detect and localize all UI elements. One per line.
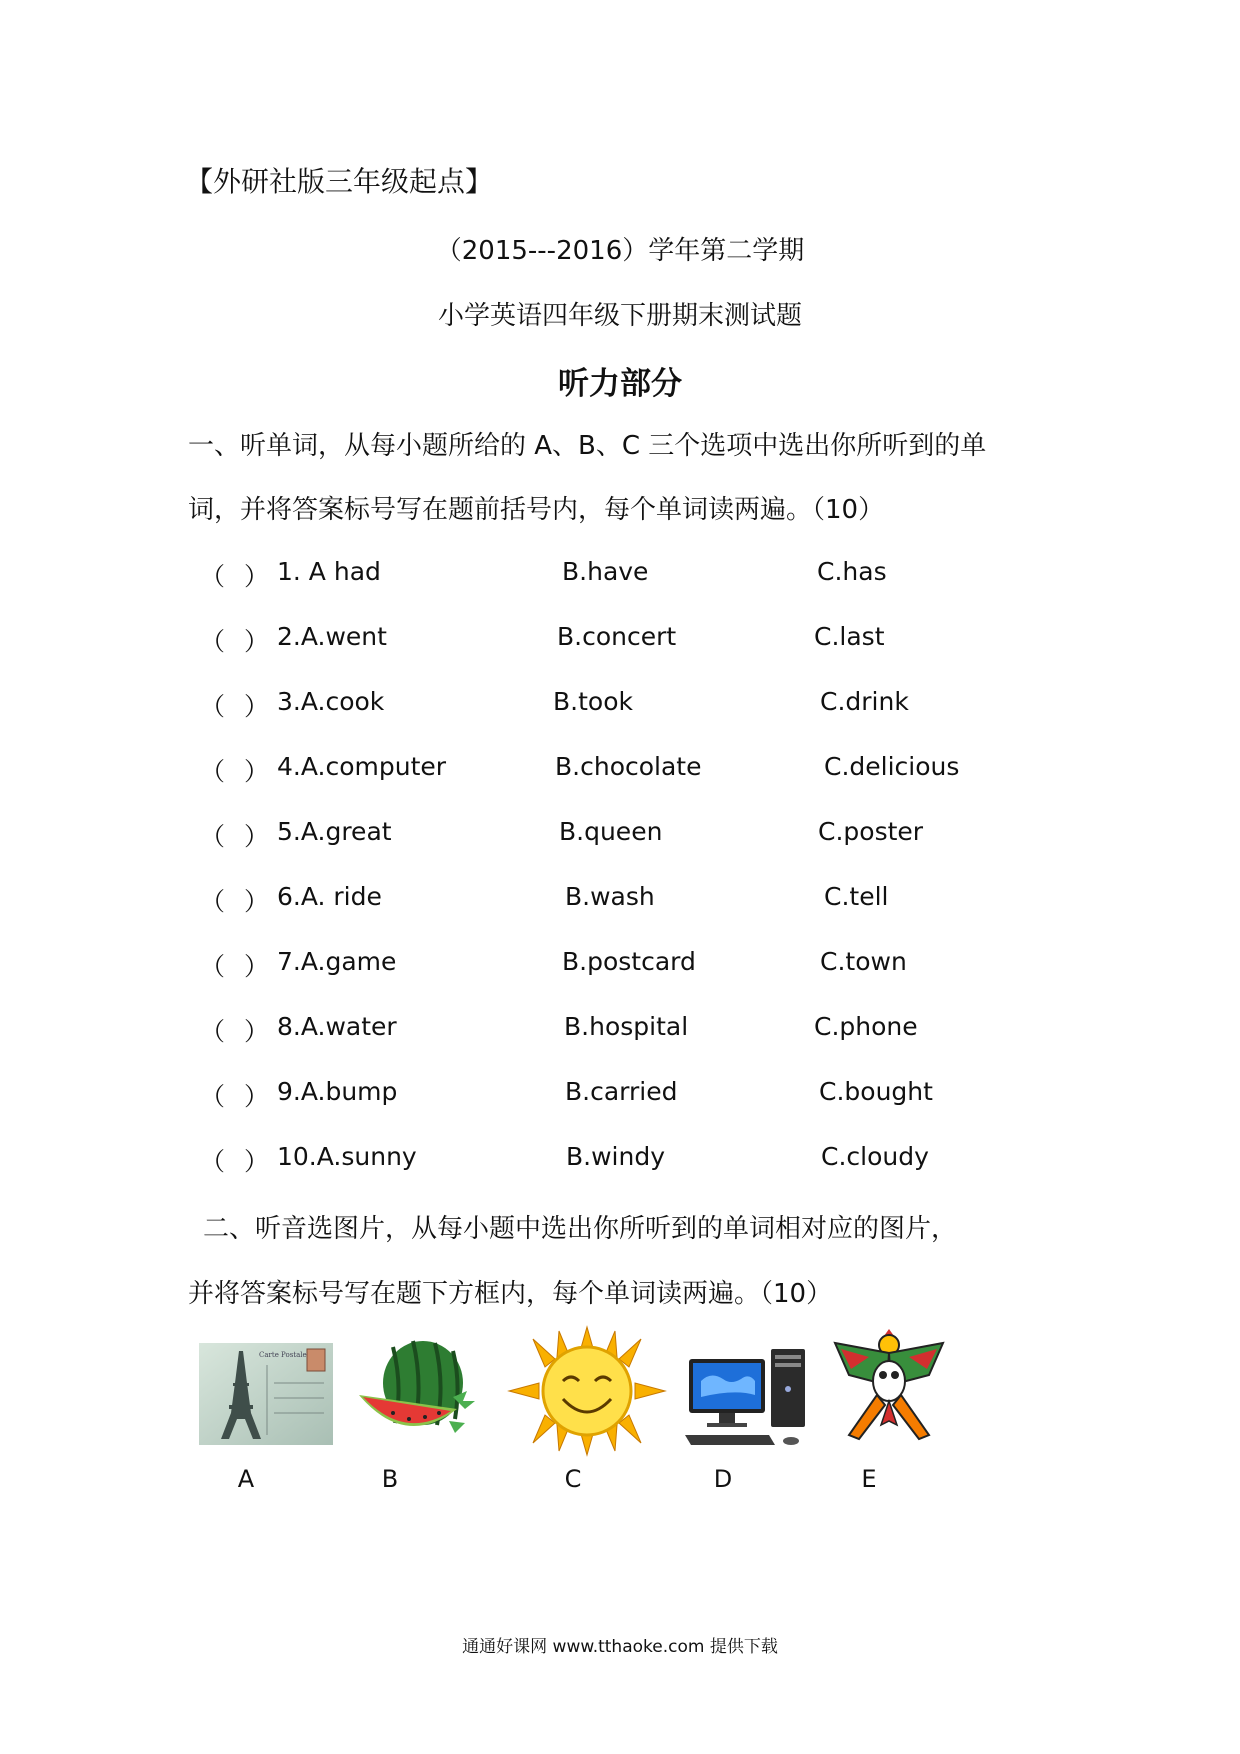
question-row-2 (200, 622, 1100, 662)
picture-label-a: A (237, 1465, 255, 1493)
answer-paren-close: ） (244, 1147, 270, 1176)
answer-paren-close: ） (244, 757, 270, 786)
option-a: 8.A.water (277, 1012, 397, 1041)
school-year (0, 230, 1240, 267)
option-c: C.has (817, 557, 887, 586)
option-c: C.cloudy (821, 1142, 929, 1171)
option-b: B.carried (565, 1077, 678, 1106)
answer-paren-open: （ (200, 692, 226, 721)
option-a: 9.A.bump (277, 1077, 398, 1106)
answer-paren-close: ） (244, 1017, 270, 1046)
picture-row (195, 1325, 1015, 1465)
kite-icon (829, 1325, 949, 1451)
question-row-8 (200, 1012, 1100, 1052)
answer-paren-close: ） (244, 822, 270, 851)
option-c: C.phone (814, 1012, 918, 1041)
answer-paren-open: （ (200, 757, 226, 786)
option-c: C.bought (819, 1077, 933, 1106)
answer-paren-open: （ (200, 1017, 226, 1046)
option-c: C.town (820, 947, 907, 976)
picture-label-d: D (713, 1465, 733, 1493)
answer-paren-open: （ (200, 822, 226, 851)
question-row-7 (200, 947, 1100, 987)
option-b: B.queen (559, 817, 663, 846)
question-row-6 (200, 882, 1100, 922)
answer-paren-open: （ (200, 952, 226, 981)
question-row-4 (200, 752, 1100, 792)
footer-credit: 通通好课网 www.tthaoke.com 提供下载 (462, 1637, 778, 1657)
option-a: 3.A.cook (277, 687, 385, 716)
postcard-text: Carte Postale (259, 1351, 307, 1359)
option-b: B.chocolate (555, 752, 702, 781)
part1-instruction-line2: 词，并将答案标号写在题前括号内，每个单词读两遍。（10） (188, 495, 885, 525)
section-title: 听力部分 (558, 366, 682, 402)
answer-paren-close: ） (244, 952, 270, 981)
option-c: C.last (814, 622, 885, 651)
picture-label-b: B (381, 1465, 399, 1493)
option-c: C.drink (820, 687, 909, 716)
answer-paren-open: （ (200, 627, 226, 656)
option-b: B.windy (566, 1142, 665, 1171)
option-b: B.wash (565, 882, 655, 911)
option-c: C.tell (824, 882, 889, 911)
part2-instruction-line1: 二、听音选图片，从每小题中选出你所听到的单词相对应的图片， (203, 1214, 958, 1244)
option-a: 4.A.computer (277, 752, 447, 781)
picture-label-e: E (861, 1465, 877, 1493)
question-row-9 (200, 1077, 1100, 1117)
option-a: 2.A.went (277, 622, 387, 651)
question-row-10 (200, 1142, 1100, 1182)
part2-instruction-line2: 并将答案标号写在题下方框内，每个单词读两遍。（10） (188, 1279, 833, 1309)
option-a: 1. A had (277, 557, 381, 586)
answer-paren-open: （ (200, 1147, 226, 1176)
answer-paren-close: ） (244, 887, 270, 916)
answer-paren-close: ） (244, 692, 270, 721)
watermelon-icon (353, 1337, 483, 1449)
option-a: 10.A.sunny (277, 1142, 417, 1171)
school-year-text: （2015---2016）学年第二学期 (435, 236, 805, 266)
edition-label: 【外研社版三年级起点】 (185, 165, 494, 198)
answer-paren-close: ） (244, 1082, 270, 1111)
option-c: C.delicious (824, 752, 960, 781)
option-b: B.hospital (564, 1012, 689, 1041)
picture-label-c: C (564, 1465, 582, 1493)
exam-title: 小学英语四年级下册期末测试题 (437, 301, 802, 331)
option-b: B.concert (557, 622, 677, 651)
computer-icon (685, 1345, 815, 1449)
answer-paren-open: （ (200, 562, 226, 591)
part1-instruction-line1: 一、听单词，从每小题所给的 A、B、C 三个选项中选出你所听到的单 (188, 431, 987, 461)
question-row-3 (200, 687, 1100, 727)
postcard-icon (199, 1343, 333, 1445)
option-a: 5.A.great (277, 817, 392, 846)
option-c: C.poster (818, 817, 924, 846)
question-row-1 (200, 557, 1100, 597)
option-b: B.took (553, 687, 633, 716)
sun-icon (507, 1325, 667, 1457)
option-b: B.postcard (562, 947, 696, 976)
answer-paren-close: ） (244, 562, 270, 591)
option-a: 7.A.game (277, 947, 397, 976)
option-b: B.have (562, 557, 649, 586)
answer-paren-close: ） (244, 627, 270, 656)
option-a: 6.A. ride (277, 882, 382, 911)
answer-paren-open: （ (200, 1082, 226, 1111)
answer-paren-open: （ (200, 887, 226, 916)
question-row-5 (200, 817, 1100, 857)
